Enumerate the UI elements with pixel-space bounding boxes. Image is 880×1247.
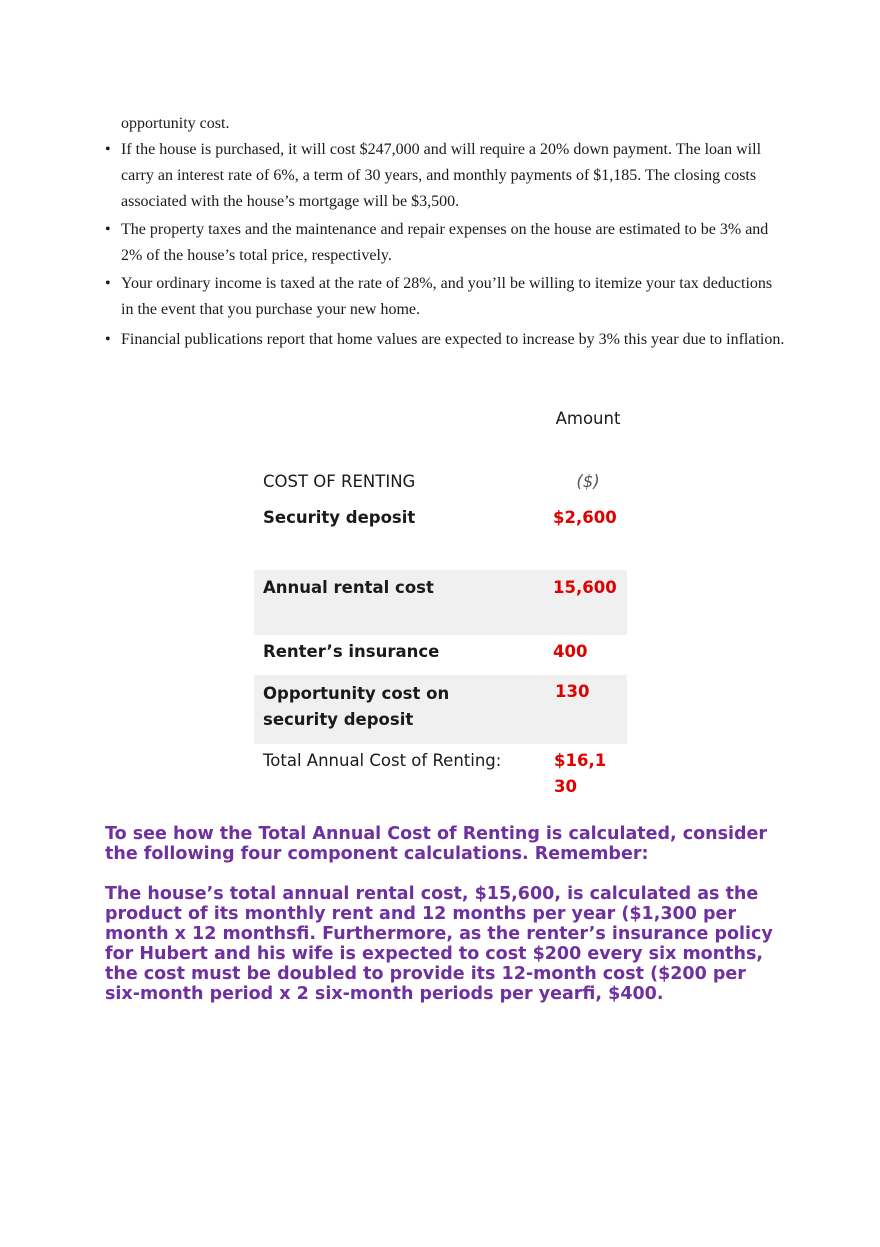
bullet-icon: • — [105, 141, 111, 158]
intro-continuation: opportunity cost. — [121, 115, 230, 132]
explanation-detail: The house’s total annual rental cost, $15,600, is calculated as the product of its monthly rent and 12 months per year ($1,300 per month x 12 monthsfi. Furthermore, as the renter’s insurance policy for Hubert and his wife is expected to cost $200 every six months, the cost must be doubled to provide its 12-month cost ($200 per six-month period x 2 six-month periods per yearfi, $400. — [105, 884, 773, 1004]
row-label: Renter’s insurance — [263, 642, 440, 661]
bullet-icon: • — [105, 331, 111, 348]
row-value: 130 — [555, 682, 590, 701]
list-item — [105, 217, 785, 269]
table-total-row — [254, 744, 627, 804]
table-row — [254, 570, 627, 635]
row-label: Opportunity cost on security deposit — [263, 684, 450, 729]
table-row — [254, 635, 627, 675]
bullet-text: The property taxes and the maintenance and repair expenses on the house are estimated to be 3% and 2% of the house’s total price, respectively. — [121, 221, 769, 264]
bullet-text: Your ordinary income is taxed at the rate of 28%, and you’ll be willing to itemize your tax deductions in the event that you purchase your new home. — [121, 275, 773, 318]
table-title-row — [254, 463, 627, 503]
list-item — [105, 137, 785, 215]
list-item — [105, 327, 785, 353]
bullet-text: Financial publications report that home values are expected to increase by 3% this year due to inflation. — [121, 331, 785, 348]
explanation-intro: To see how the Total Annual Cost of Renting is calculated, consider the following four component calculations. Remember: — [105, 824, 768, 864]
amount-header: Amount — [555, 409, 621, 428]
unit-label: ($) — [576, 472, 600, 491]
total-value: $16,130 — [554, 751, 607, 796]
bullet-icon: • — [105, 275, 111, 292]
bullet-icon: • — [105, 221, 111, 238]
row-value: 400 — [553, 642, 588, 661]
table-row — [254, 503, 627, 570]
table-header-row — [254, 405, 627, 463]
row-label: Annual rental cost — [263, 578, 434, 597]
row-value: 15,600 — [553, 578, 617, 597]
list-item — [105, 271, 785, 323]
row-label: Security deposit — [263, 508, 416, 527]
table-row — [254, 675, 627, 744]
assumptions-list — [105, 137, 785, 355]
row-value: $2,600 — [553, 508, 617, 527]
bullet-text: If the house is purchased, it will cost $247,000 and will require a 20% down payment. The loan will carry an interest rate of 6%, a term of 30 years, and monthly payments of $1,185. The closing costs associated with the house’s mortgage will be $3,500. — [121, 141, 762, 210]
cost-of-renting-table — [254, 405, 627, 804]
total-label: Total Annual Cost of Renting: — [263, 751, 502, 770]
table-title: COST OF RENTING — [263, 472, 416, 491]
